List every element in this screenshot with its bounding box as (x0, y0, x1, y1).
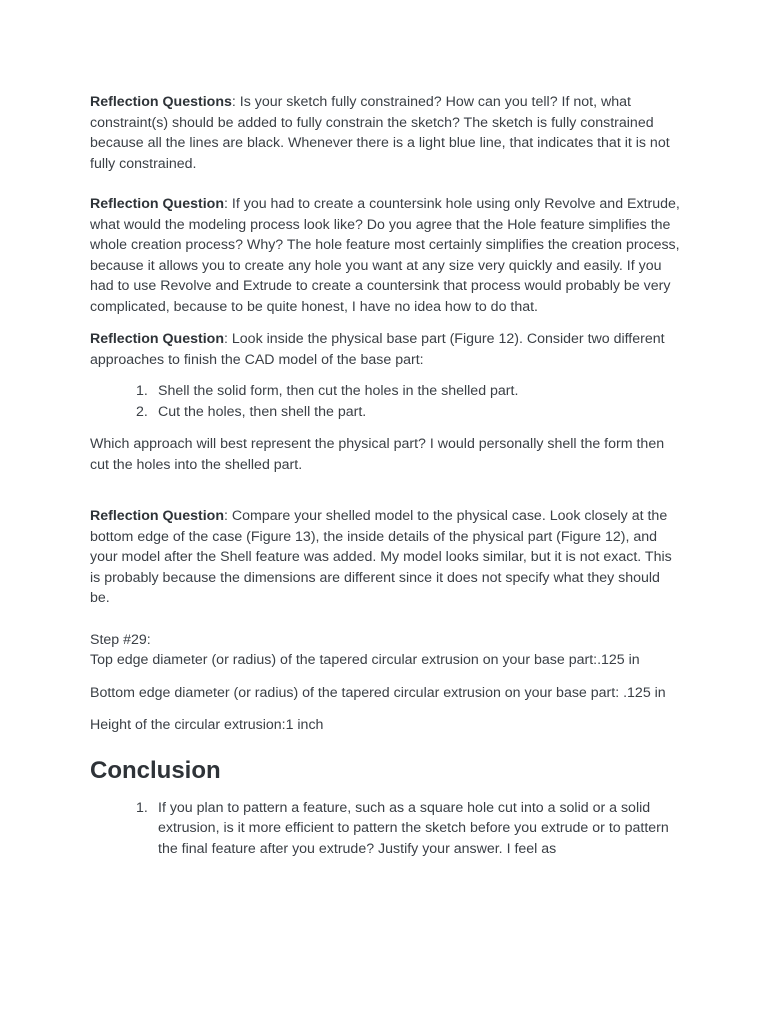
height-answer: Height of the circular extrusion:1 inch (90, 717, 324, 733)
reflection-text: : Compare your shelled model to the physical case. Look closely at the bottom edge of the case (Figure 13), the inside details of the physical part (Figure 12), and your model after the Shell feature was added. My model looks similar, but it is not exact. This is probably because the dimensions are different since it does not specify what they should be. (90, 508, 672, 606)
list-number: 1. (136, 383, 148, 399)
bottom-edge-answer: Bottom edge diameter (or radius) of the tapered circular extrusion on your base part: .125 in (90, 684, 666, 701)
reflection-heading: Reflection Question (90, 196, 225, 212)
list-number: 1. (136, 799, 148, 816)
reflection-text: : If you had to create a countersink hole using only Revolve and Extrude, what would the modeling process look like? Do you agree that the Hole feature simplifies the whole creation process? Why? The hole feature most certainly simplifies the creation process, because it allows you to create any hole you want at any size very quickly and easily. If you had to use Revolve and Extrude to create a countersink that process would probably be very complicated, because to be quite honest, I have no idea how to do that. (90, 196, 680, 315)
list-text: Cut the holes, then shell the part. (158, 403, 367, 420)
list-number: 2. (136, 403, 148, 420)
reflection-question-shell (90, 506, 680, 609)
reflection-text: : Is your sketch fully constrained? How can you tell? If not, what constraint(s) should be added to fully constrain the sketch? The sketch is fully constrained because all the lines are black. Whenever there is a light blue line, that indicates that it is not fully constrained. (90, 94, 670, 172)
reflection-text: : Look inside the physical base part (Figure 12). Consider two different approaches to finish the CAD model of the base part: (90, 331, 665, 368)
document-page (90, 92, 680, 859)
reflection-questions-paragraph (90, 92, 680, 174)
conclusion-heading: Conclusion (90, 756, 221, 784)
reflection-heading: Reflection Question (90, 331, 225, 347)
list-item (90, 381, 680, 402)
approach-list (90, 381, 680, 422)
list-item (90, 798, 680, 860)
conclusion-list (90, 798, 680, 860)
approach-answer: Which approach will best represent the physical part? I would personally shell the form then cut the holes into the shelled part. (90, 436, 665, 473)
reflection-heading: Reflection Questions (90, 94, 232, 110)
step-label: Step #29: (90, 631, 151, 648)
list-text: Shell the solid form, then cut the holes in the shelled part. (158, 383, 519, 399)
list-item (90, 402, 680, 423)
reflection-heading: Reflection Question (90, 508, 225, 524)
list-text: If you plan to pattern a feature, such as a square hole cut into a solid or a solid extrusion, is it more efficient to pattern the sketch before you extrude or to pattern the final feature after you extrude? Justify your answer. I feel as (158, 799, 669, 857)
reflection-question-countersink (90, 194, 680, 317)
reflection-question-base-part (90, 329, 680, 370)
top-edge-answer: Top edge diameter (or radius) of the tapered circular extrusion on your base part:.125 in (90, 652, 640, 668)
